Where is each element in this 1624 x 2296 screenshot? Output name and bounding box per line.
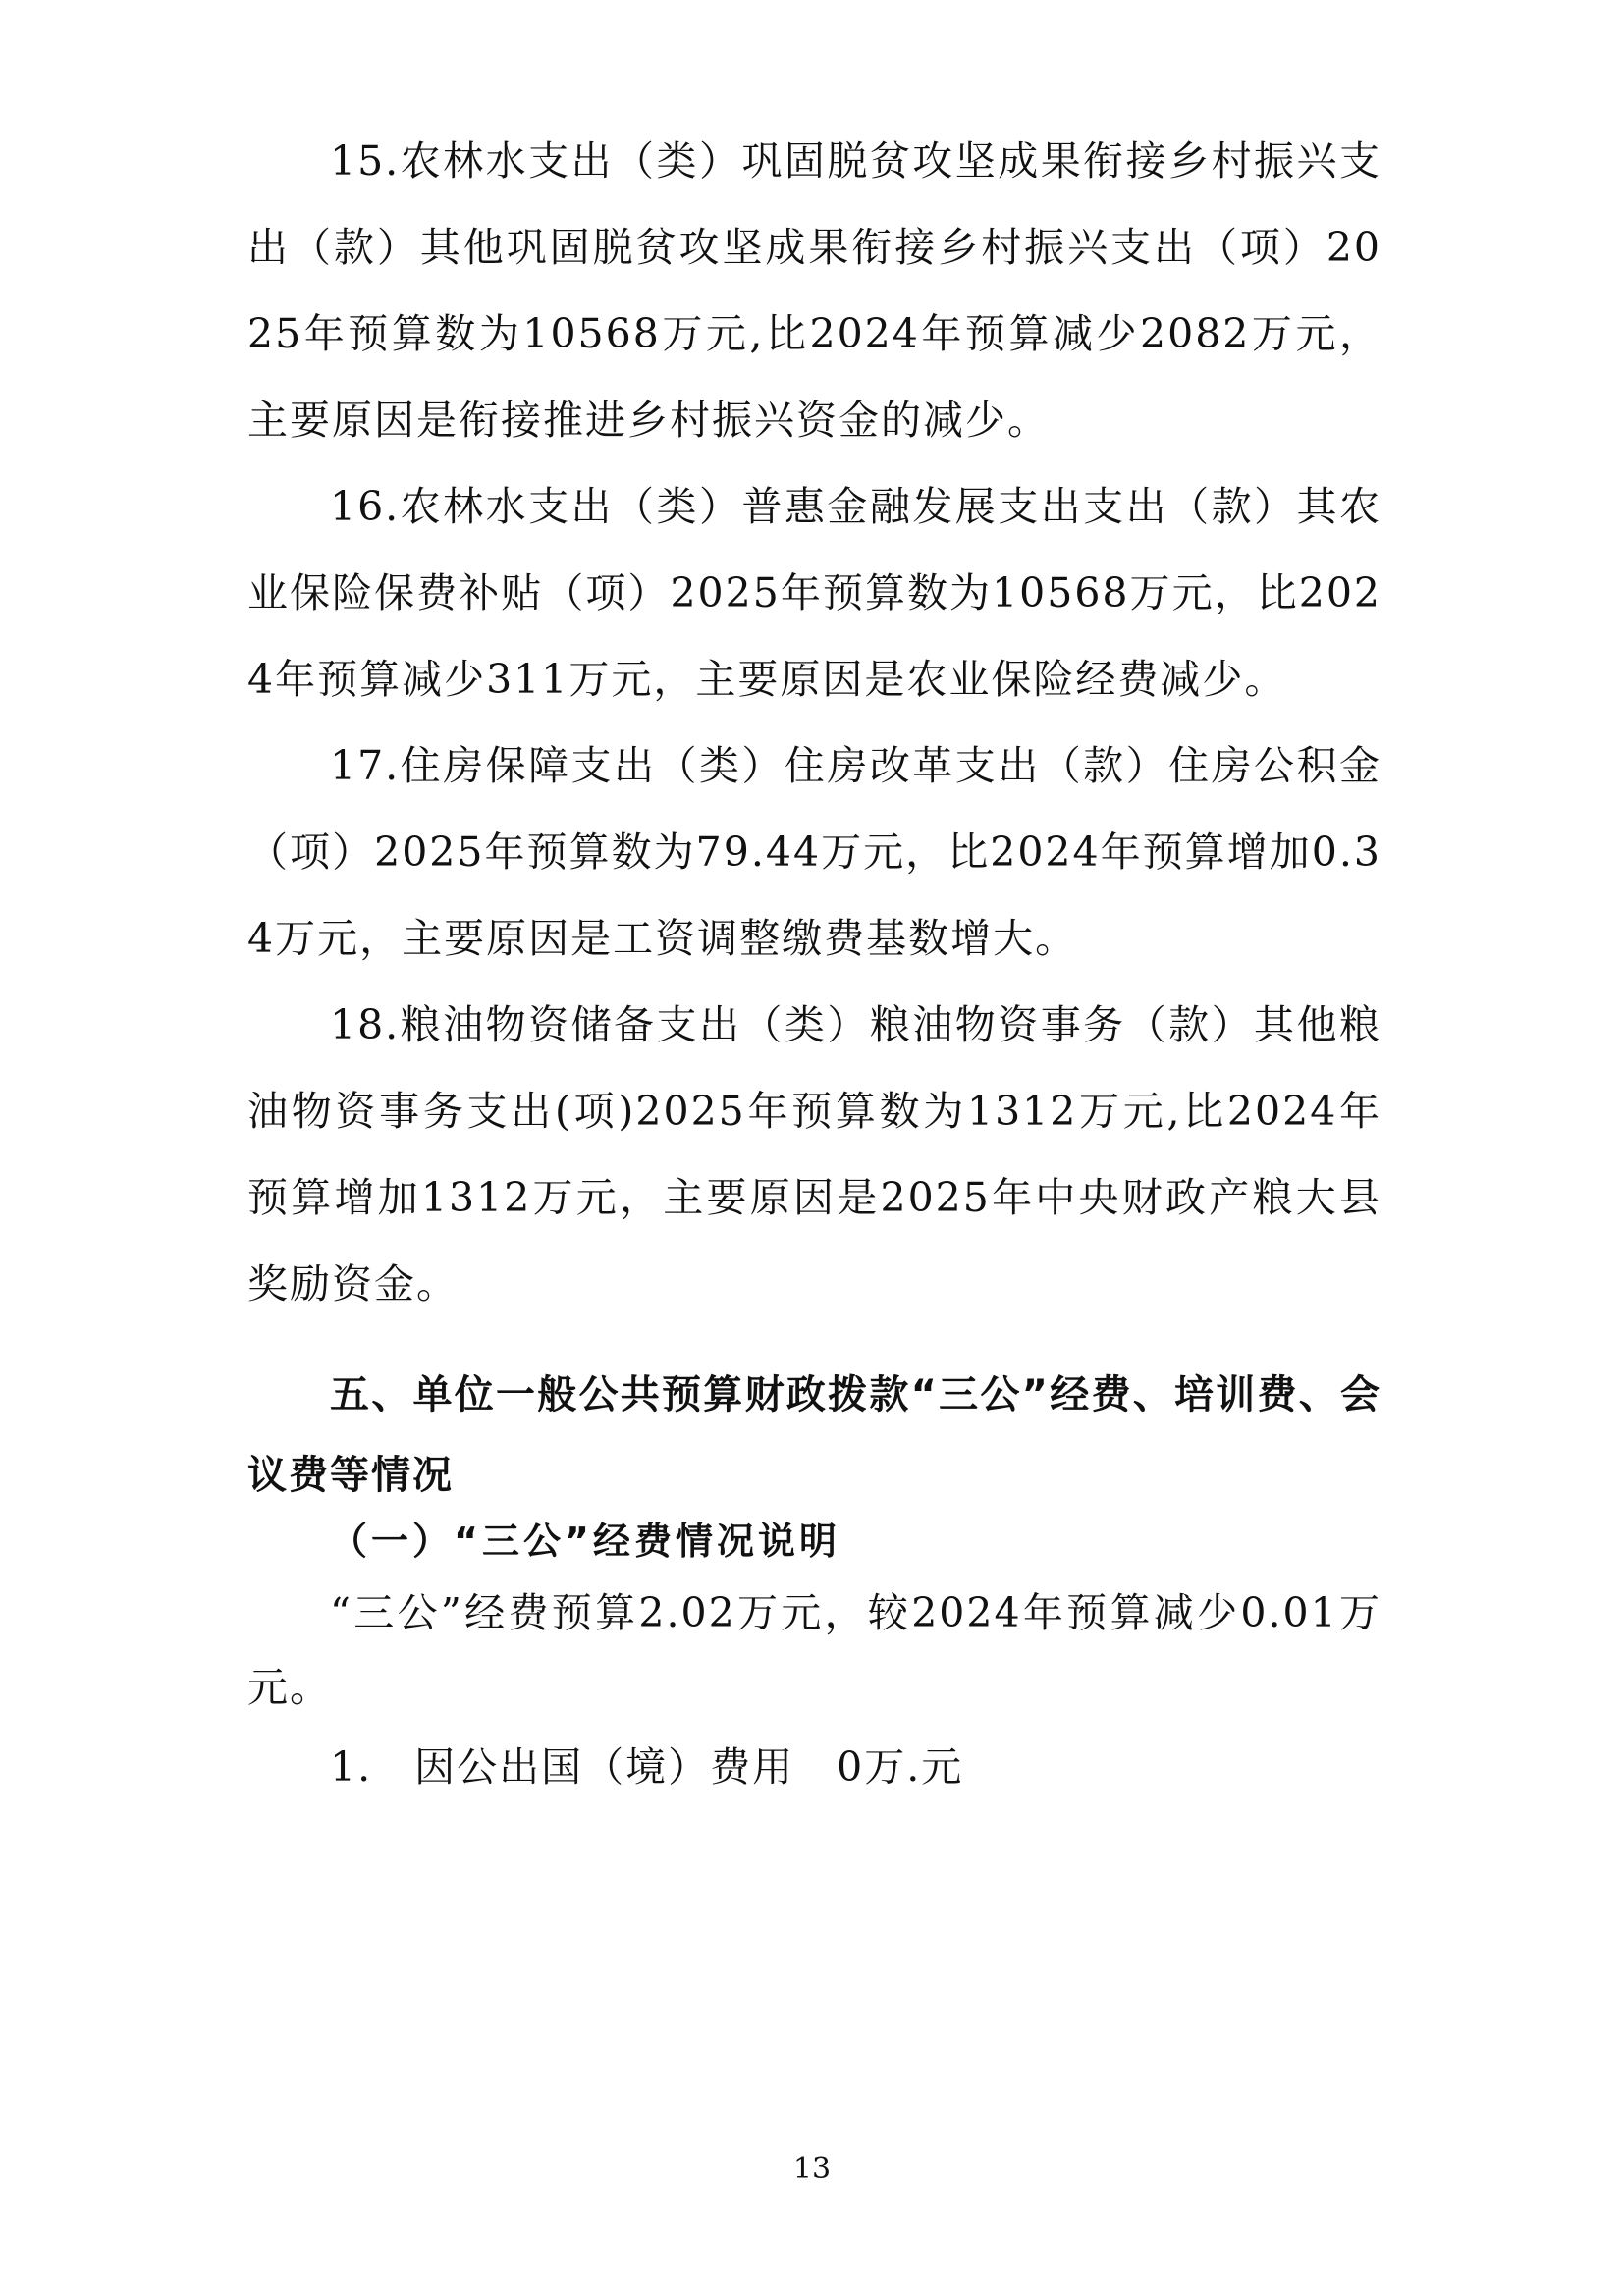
three-public-expenses-summary: “三公”经费预算2.02万元，较2024年预算减少0.01万元。 [247, 1589, 1381, 1711]
paragraph-16: 16.农林水支出（类）普惠金融发展支出支出（款）其农业保险保费补贴（项）2025年预算数为10568万元，比2024年预算减少311万元，主要原因是农业保险经费减少。 [247, 483, 1381, 703]
overseas-travel-expense-item: 1. 因公出国（境）费用 0万.元 [330, 1743, 964, 1790]
paragraph-17: 17.住房保障支出（类）住房改革支出（款）住房公积金（项）2025年预算数为79.44万元，比2024年预算增加0.34万元，主要原因是工资调整缴费基数增大。 [247, 742, 1381, 962]
paragraph-18: 18.粮油物资储备支出（类）粮油物资事务（款）其他粮油物资事务支出(项)2025年预算数为1312万元,比2024年预算增加1312万元，主要原因是2025年中央财政产粮大县奖励资金。 [247, 1001, 1381, 1308]
section-heading: 五、单位一般公共预算财政拨款“三公”经费、培训费、会议费等情况 [247, 1372, 1381, 1498]
subsection-heading: （一）“三公”经费情况说明 [330, 1520, 840, 1563]
paragraph-15: 15.农林水支出（类）巩固脱贫攻坚成果衔接乡村振兴支出（款）其他巩固脱贫攻坚成果衔接乡村振兴支出（项）2025年预算数为10568万元,比2024年预算减少2082万元，主要原因是衔接推进乡村振兴资金的减少。 [247, 137, 1381, 444]
page-number: 13 [792, 2152, 832, 2186]
